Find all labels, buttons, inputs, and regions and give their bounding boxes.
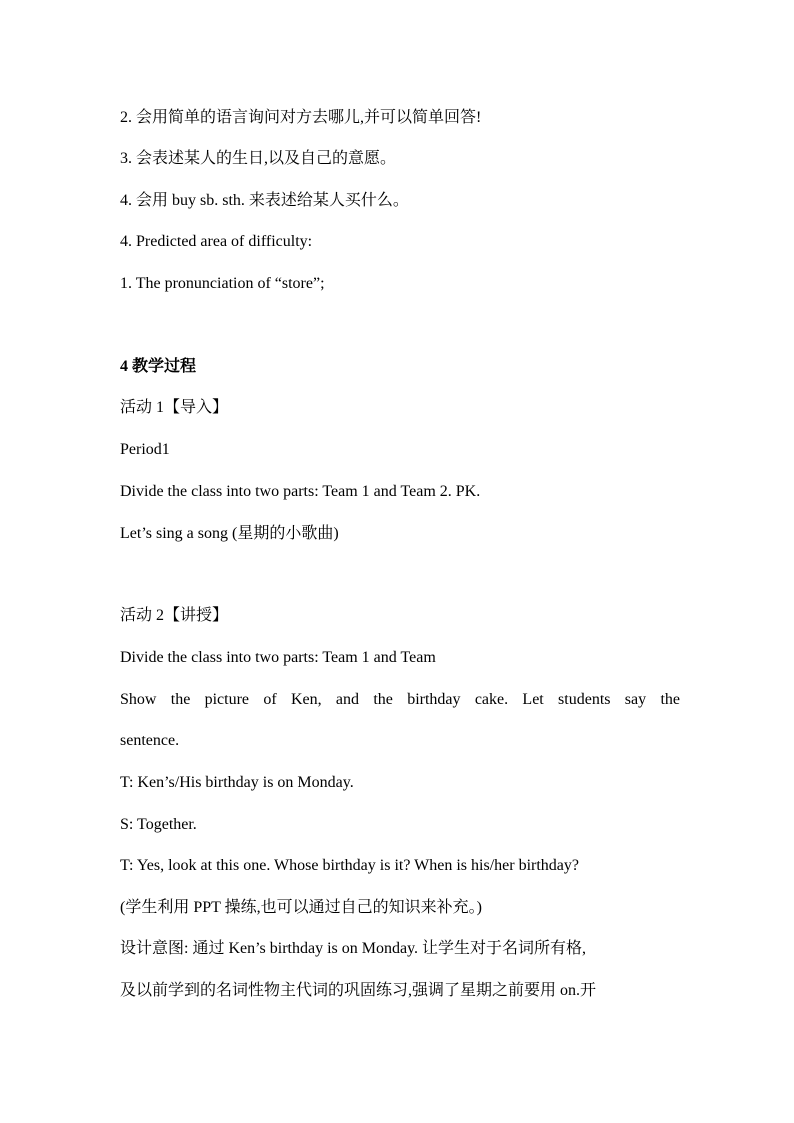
objective-line-4: 4. 会用 buy sb. sth. 来表述给某人买什么。: [120, 192, 409, 209]
activity-2-design-intent-1: 设计意图: 通过 Ken’s birthday is on Monday. 让学生对于名词所有格,: [120, 940, 587, 957]
difficulty-heading: 4. Predicted area of difficulty:: [120, 233, 313, 250]
activity-1-divide: Divide the class into two parts: Team 1 and Team 2. PK.: [120, 483, 481, 500]
activity-2-title: 活动 2【讲授】: [120, 607, 229, 624]
objective-line-2: 2. 会用简单的语言询问对方去哪儿,并可以简单回答!: [120, 109, 482, 126]
difficulty-item-1: 1. The pronunciation of “store”;: [120, 275, 325, 292]
activity-2-practice-note: (学生利用 PPT 操练,也可以通过自己的知识来补充。): [120, 899, 482, 916]
activity-2-teacher-line-1: T: Ken’s/His birthday is on Monday.: [120, 774, 354, 791]
objective-line-3: 3. 会表述某人的生日,以及自己的意愿。: [120, 150, 397, 167]
activity-1-title: 活动 1【导入】: [120, 399, 229, 416]
activity-2-teacher-line-2: T: Yes, look at this one. Whose birthday is it? When is his/her birthday?: [120, 857, 579, 874]
activity-2-sentence: sentence.: [120, 732, 180, 749]
section-heading: 4 教学过程: [120, 358, 197, 375]
activity-2-divide: Divide the class into two parts: Team 1 and Team: [120, 649, 436, 666]
activity-2-design-intent-2: 及以前学到的名词性物主代词的巩固练习,强调了星期之前要用 on.开: [120, 982, 597, 999]
activity-2-students-line: S: Together.: [120, 816, 197, 833]
activity-1-song: Let’s sing a song (星期的小歌曲): [120, 525, 339, 542]
activity-2-show-picture: Show the picture of Ken, and the birthday cake. Let students say the: [120, 691, 680, 708]
activity-1-period: Period1: [120, 441, 170, 458]
